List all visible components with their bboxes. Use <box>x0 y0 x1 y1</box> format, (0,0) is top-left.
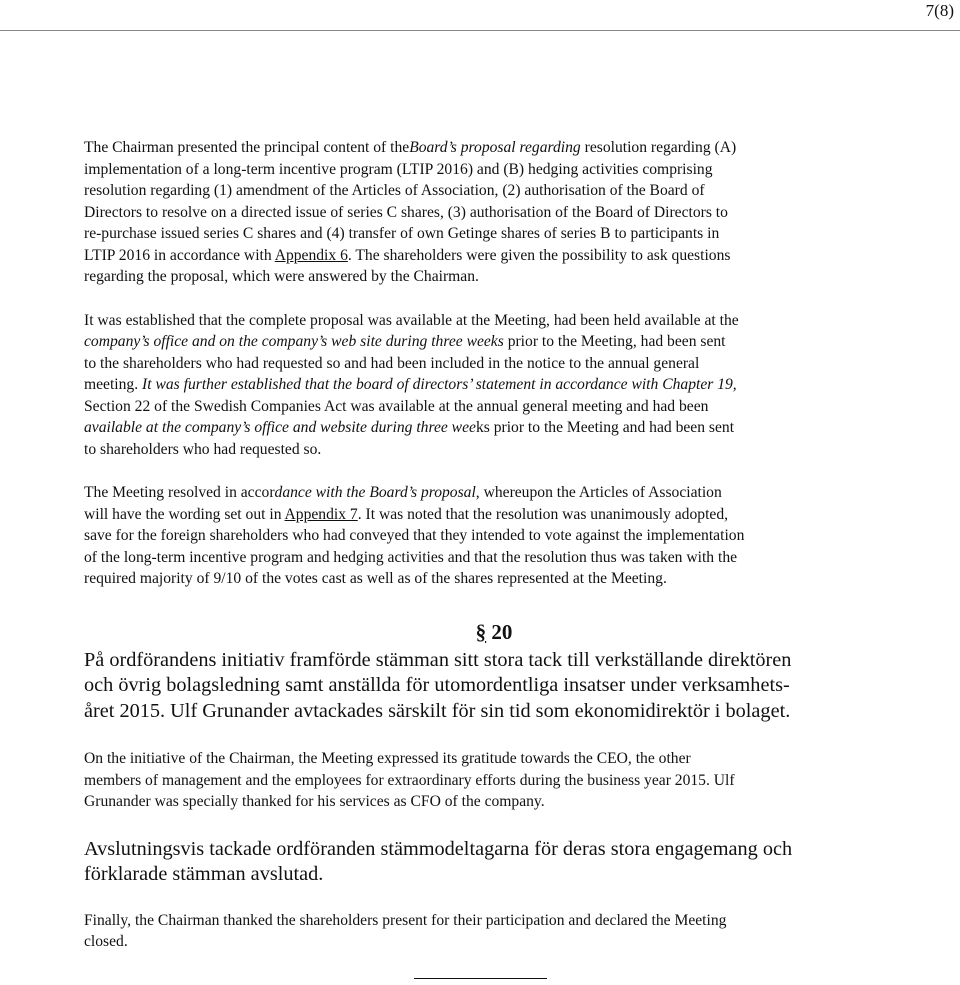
appendix-7-reference: Appendix 7 <box>284 505 358 523</box>
paragraph-ltip-presentation <box>84 137 884 288</box>
document-body <box>84 137 884 953</box>
text-line: På ordförandens initiativ framförde stämman sitt stora tack till verkställande direktören <box>84 648 792 671</box>
text-line: to shareholders who had requested so. <box>84 440 322 458</box>
text-line: Directors to resolve on a directed issue of series C shares, (3) authorisation of the Board of Directors to <box>84 203 728 221</box>
text-line: Grunander was specially thanked for his services as CFO of the company. <box>84 793 545 810</box>
text-line: On the initiative of the Chairman, the Meeting expressed its gratitude towards the CEO, the other <box>84 750 691 767</box>
text-line: implementation of a long-term incentive program (LTIP 2016) and (B) hedging activities comprising <box>84 160 713 178</box>
text-line: of the long-term incentive program and hedging activities and that the resolution thus was taken with the <box>84 548 738 566</box>
section-heading <box>84 620 884 644</box>
text-line: Section 22 of the Swedish Companies Act was available at the annual general meeting and had been <box>84 397 709 415</box>
text-line: to the shareholders who had requested so and had been included in the notice to the annual general <box>84 354 700 372</box>
text-line: regarding the proposal, which were answered by the Chairman. <box>84 268 479 285</box>
text-line: förklarade stämman avslutad. <box>84 863 324 885</box>
text-line: members of management and the employees for extraordinary efforts during the business year 2015. Ulf <box>84 771 735 789</box>
text-line: Finally, the Chairman thanked the shareholders present for their participation and declared the Meeting <box>84 911 727 929</box>
paragraph-swedish-closing <box>84 837 884 888</box>
text-line: required majority of 9/10 of the votes cast as well as of the shares represented at the Meeting. <box>84 570 667 587</box>
paragraph-closing <box>84 910 884 953</box>
section-number: 20 <box>486 619 513 644</box>
text-line: The Meeting resolved in accordance with the Board’s proposal, whereupon the Articles of Association <box>84 484 722 501</box>
signature-line <box>414 978 547 979</box>
paragraph-meeting-resolution <box>84 482 884 590</box>
text-line: save for the foreign shareholders who had conveyed that they intended to vote against the implementation <box>84 527 745 544</box>
page-number: 7(8) <box>925 1 954 20</box>
text-line: resolution regarding (1) amendment of the Articles of Association, (2) authorisation of the Board of <box>84 182 705 199</box>
appendix-6-reference: Appendix 6 <box>274 246 348 264</box>
text-line: It was established that the complete proposal was available at the Meeting, had been held available at the <box>84 311 739 329</box>
text-line: The Chairman presented the principal content of theBoard’s proposal regarding resolution regarding (A) <box>84 139 737 156</box>
section-symbol: § <box>475 619 487 644</box>
text-line: året 2015. Ulf Grunander avtackades särskilt för sin tid som ekonomidirektör i bolaget. <box>84 699 791 722</box>
header-divider <box>0 30 960 31</box>
paragraph-gratitude <box>84 748 884 813</box>
text-line: Avslutningsvis tackade ordföranden stämmodeltagarna för deras stora engagemang och <box>84 837 793 860</box>
text-line: closed. <box>84 933 128 950</box>
text-line: meeting. It was further established that the board of directors’ statement in accordance with Chapter 19, <box>84 376 737 393</box>
paragraph-swedish-gratitude <box>84 648 884 725</box>
text-line: company’s office and on the company’s web site during three weeks prior to the Meeting, had been sent <box>84 333 726 350</box>
text-line: LTIP 2016 in accordance with Appendix 6. The shareholders were given the possibility to ask questions <box>84 246 731 264</box>
text-line: will have the wording set out in Appendix 7. It was noted that the resolution was unanimously adopted, <box>84 505 729 523</box>
text-line: re-purchase issued series C shares and (4) transfer of own Getinge shares of series B to participants in <box>84 225 720 242</box>
text-line: available at the company’s office and website during three weeks prior to the Meeting and had been sent <box>84 419 735 436</box>
text-line: och övrig bolagsledning samt anställda för utomordentliga insatser under verksamhets- <box>84 674 790 696</box>
paragraph-proposal-availability <box>84 310 884 461</box>
